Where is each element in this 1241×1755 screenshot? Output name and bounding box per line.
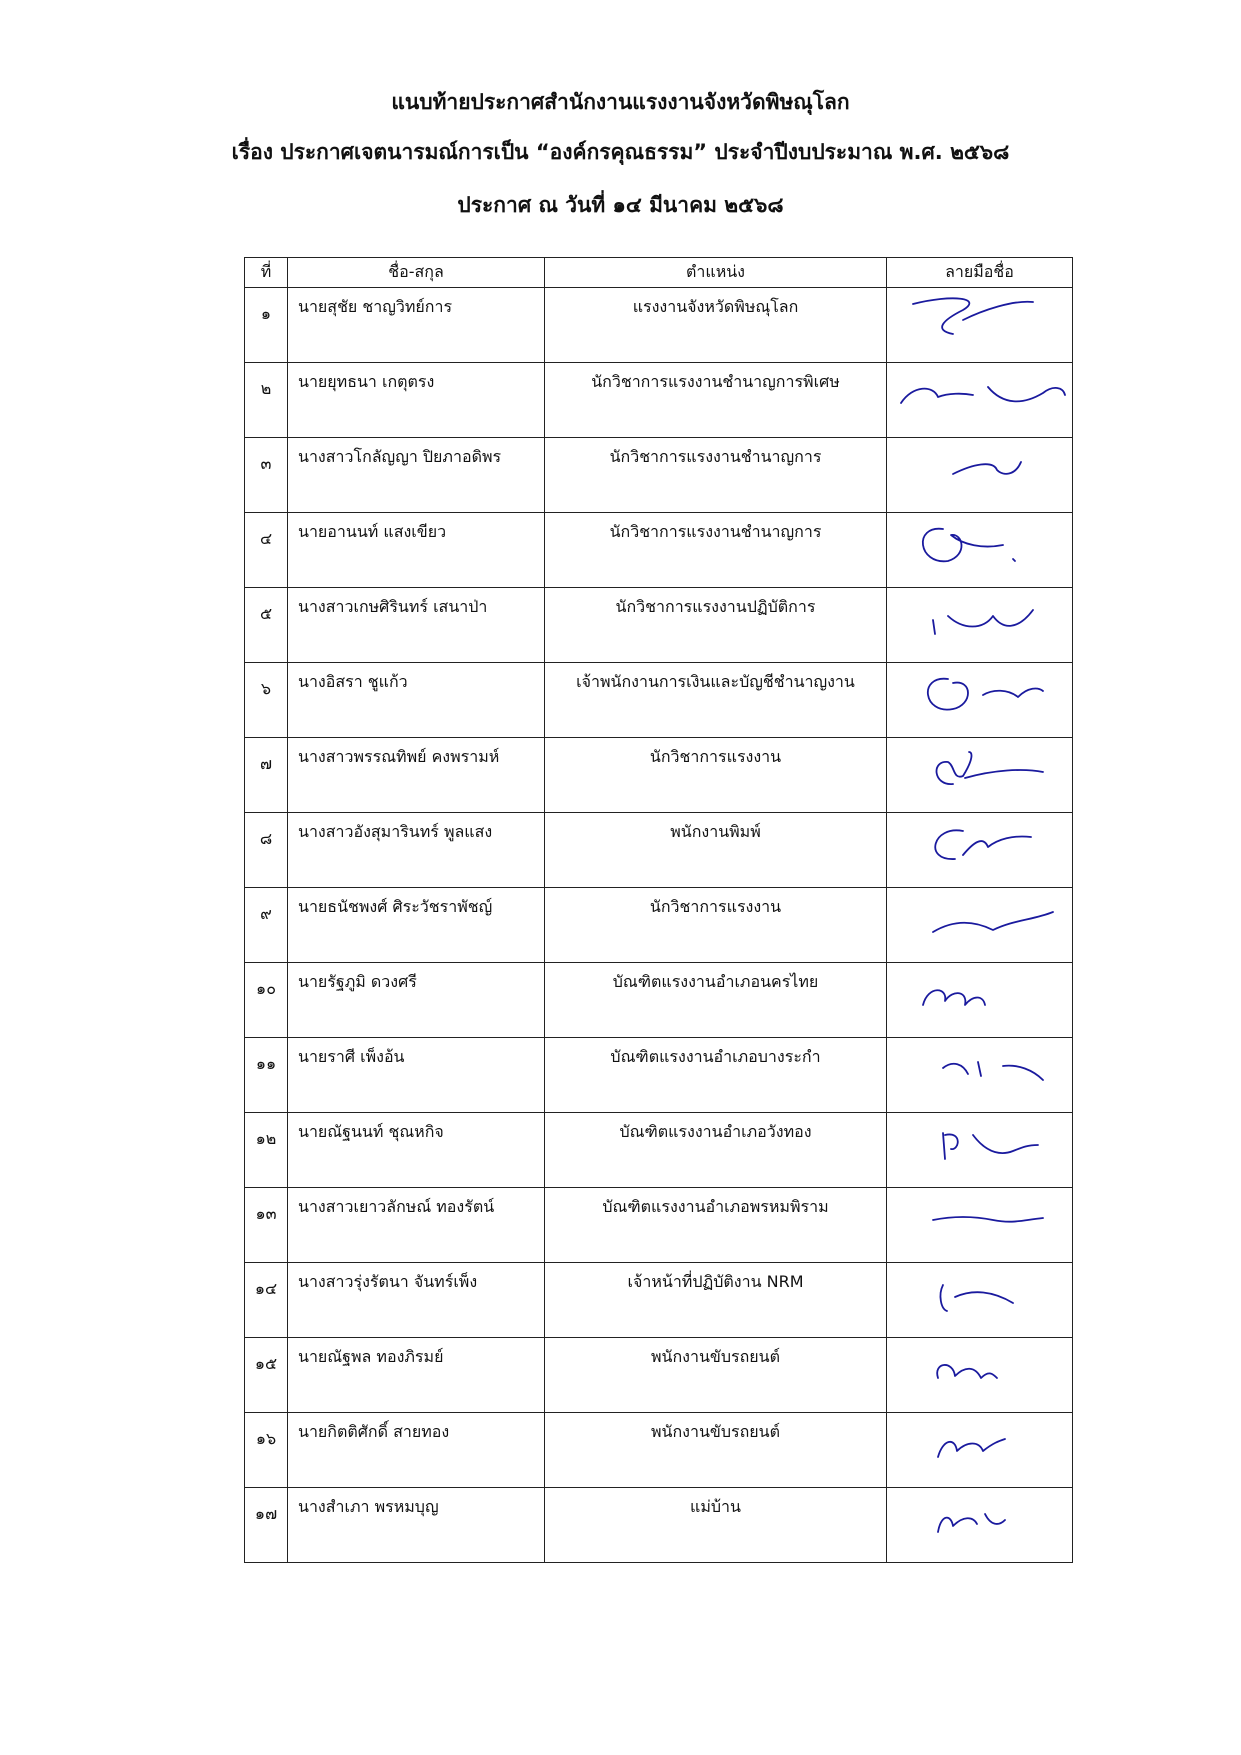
table-row <box>245 1038 1073 1113</box>
signature-cell <box>887 963 1073 1038</box>
document-title: แนบท้ายประกาศสำนักงานแรงงานจังหวัดพิษณุโลก <box>391 90 850 114</box>
person-position: นักวิชาการแรงงานชำนาญการ <box>545 438 887 513</box>
row-number: ๔ <box>245 513 288 588</box>
row-number: ๑ <box>245 288 288 363</box>
table-row <box>245 1263 1073 1338</box>
signature-cell <box>887 888 1073 963</box>
row-number: ๑๓ <box>245 1188 288 1263</box>
table-row <box>245 1413 1073 1488</box>
table-row <box>245 1488 1073 1563</box>
person-name: นายอานนท์ แสงเขียว <box>288 513 545 588</box>
handwritten-signature <box>893 890 1069 946</box>
row-number: ๕ <box>245 588 288 663</box>
handwritten-signature <box>893 965 1069 1021</box>
handwritten-signature <box>893 590 1069 646</box>
handwritten-signature <box>893 1115 1069 1171</box>
signature-cell <box>887 1038 1073 1113</box>
handwritten-signature <box>893 1265 1069 1321</box>
table-header-row <box>245 258 1073 288</box>
row-number: ๓ <box>245 438 288 513</box>
handwritten-signature <box>893 740 1069 796</box>
handwritten-signature <box>893 1040 1069 1096</box>
person-name: นางอิสรา ชูแก้ว <box>288 663 545 738</box>
table-row <box>245 588 1073 663</box>
person-position: พนักงานขับรถยนต์ <box>545 1338 887 1413</box>
row-number: ๑๔ <box>245 1263 288 1338</box>
person-position: นักวิชาการแรงงานชำนาญการพิเศษ <box>545 363 887 438</box>
person-name: นายกิตติศักดิ์ สายทอง <box>288 1413 545 1488</box>
person-position: พนักงานขับรถยนต์ <box>545 1413 887 1488</box>
table-row <box>245 363 1073 438</box>
row-number: ๙ <box>245 888 288 963</box>
row-number: ๑๑ <box>245 1038 288 1113</box>
signature-cell <box>887 513 1073 588</box>
signature-cell <box>887 1413 1073 1488</box>
person-position: เจ้าพนักงานการเงินและบัญชีชำนาญงาน <box>545 663 887 738</box>
signature-table <box>244 257 1073 1563</box>
document-subject: เรื่อง ประกาศเจตนารมณ์การเป็น “องค์กรคุณธรรม” ประจำปีงบประมาณ พ.ศ. ๒๕๖๘ <box>231 140 1010 164</box>
signature-cell <box>887 738 1073 813</box>
person-position: พนักงานพิมพ์ <box>545 813 887 888</box>
table-body <box>245 288 1073 1563</box>
row-number: ๑๐ <box>245 963 288 1038</box>
signature-cell <box>887 588 1073 663</box>
person-name: นายรัฐภูมิ ดวงศรี <box>288 963 545 1038</box>
row-number: ๘ <box>245 813 288 888</box>
row-number: ๖ <box>245 663 288 738</box>
table-row <box>245 813 1073 888</box>
person-name: นายณัฐพล ทองภิรมย์ <box>288 1338 545 1413</box>
handwritten-signature <box>893 290 1069 346</box>
person-position: เจ้าหน้าที่ปฏิบัติงาน NRM <box>545 1263 887 1338</box>
handwritten-signature <box>893 1415 1069 1471</box>
person-name: นายณัฐนนท์ ชุณหกิจ <box>288 1113 545 1188</box>
person-name: นางสาวพรรณทิพย์ คงพรามห์ <box>288 738 545 813</box>
signature-cell <box>887 1488 1073 1563</box>
person-position: นักวิชาการแรงงานชำนาญการ <box>545 513 887 588</box>
signature-cell <box>887 663 1073 738</box>
handwritten-signature <box>893 1190 1069 1246</box>
column-header-no: ที่ <box>245 258 288 288</box>
person-position: บัณฑิตแรงงานอำเภอวังทอง <box>545 1113 887 1188</box>
announcement-date: ประกาศ ณ วันที่ ๑๔ มีนาคม ๒๕๖๘ <box>457 193 784 217</box>
person-name: นางสาวอังสุมารินทร์ พูลแสง <box>288 813 545 888</box>
table-row <box>245 1338 1073 1413</box>
table-row <box>245 963 1073 1038</box>
person-name: นางสาวรุ่งรัตนา จันทร์เพ็ง <box>288 1263 545 1338</box>
table-row <box>245 663 1073 738</box>
person-position: แม่บ้าน <box>545 1488 887 1563</box>
handwritten-signature <box>893 515 1069 571</box>
column-header-signature: ลายมือชื่อ <box>887 258 1073 288</box>
table-row <box>245 738 1073 813</box>
handwritten-signature <box>893 365 1069 421</box>
signature-cell <box>887 813 1073 888</box>
row-number: ๑๕ <box>245 1338 288 1413</box>
row-number: ๒ <box>245 363 288 438</box>
row-number: ๑๒ <box>245 1113 288 1188</box>
handwritten-signature <box>893 665 1069 721</box>
person-position: นักวิชาการแรงงานปฏิบัติการ <box>545 588 887 663</box>
table-row <box>245 1113 1073 1188</box>
person-name: นายราศี เพ็งอ้น <box>288 1038 545 1113</box>
signature-cell <box>887 1263 1073 1338</box>
person-name: นางสำเภา พรหมบุญ <box>288 1488 545 1563</box>
person-position: แรงงานจังหวัดพิษณุโลก <box>545 288 887 363</box>
person-position: บัณฑิตแรงงานอำเภอบางระกำ <box>545 1038 887 1113</box>
person-position: บัณฑิตแรงงานอำเภอพรหมพิราม <box>545 1188 887 1263</box>
table-row <box>245 288 1073 363</box>
table-row <box>245 1188 1073 1263</box>
signature-cell <box>887 288 1073 363</box>
signature-cell <box>887 1338 1073 1413</box>
column-header-name: ชื่อ-สกุล <box>288 258 545 288</box>
table-row <box>245 888 1073 963</box>
row-number: ๑๖ <box>245 1413 288 1488</box>
person-name: นางสาวโกลัญญา ปิยภาอดิพร <box>288 438 545 513</box>
person-name: นายสุชัย ชาญวิทย์การ <box>288 288 545 363</box>
column-header-position: ตำแหน่ง <box>545 258 887 288</box>
signature-cell <box>887 1188 1073 1263</box>
signature-cell <box>887 363 1073 438</box>
handwritten-signature <box>893 440 1069 496</box>
row-number: ๗ <box>245 738 288 813</box>
person-name: นายธนัชพงศ์ ศิระวัชราพัชญ์ <box>288 888 545 963</box>
person-position: บัณฑิตแรงงานอำเภอนครไทย <box>545 963 887 1038</box>
person-position: นักวิชาการแรงงาน <box>545 738 887 813</box>
handwritten-signature <box>893 815 1069 871</box>
person-name: นางสาวเยาวลักษณ์ ทองรัตน์ <box>288 1188 545 1263</box>
table-row <box>245 513 1073 588</box>
signature-cell <box>887 438 1073 513</box>
handwritten-signature <box>893 1340 1069 1396</box>
signature-cell <box>887 1113 1073 1188</box>
handwritten-signature <box>893 1490 1069 1546</box>
person-name: นางสาวเกษศิรินทร์ เสนาป่า <box>288 588 545 663</box>
person-position: นักวิชาการแรงงาน <box>545 888 887 963</box>
row-number: ๑๗ <box>245 1488 288 1563</box>
table-row <box>245 438 1073 513</box>
person-name: นายยุทธนา เกตุตรง <box>288 363 545 438</box>
